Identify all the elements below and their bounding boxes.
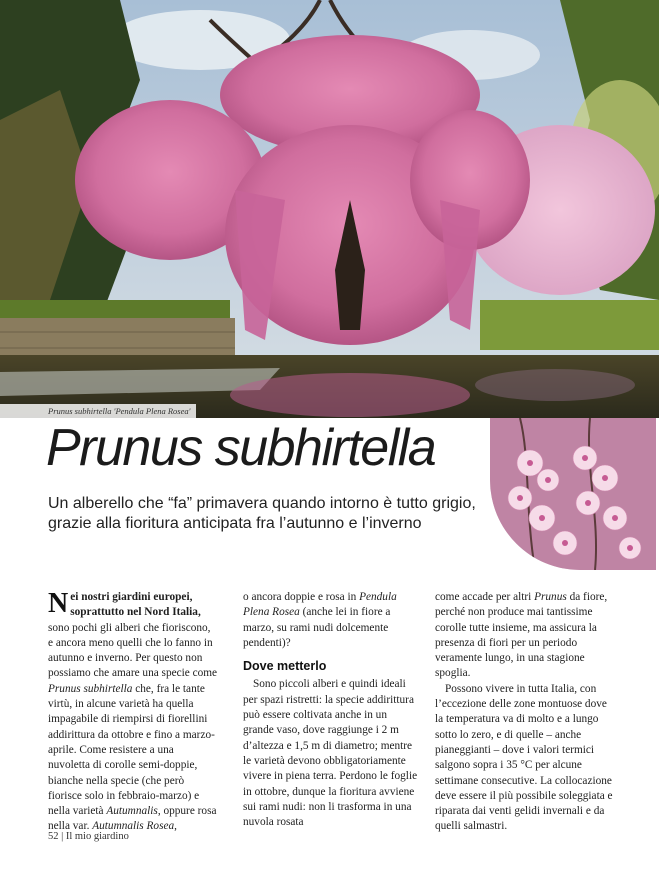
paragraph: Sono piccoli alberi e quindi ideali per spazi ristretti: la specie addirittura può essere coltivata anche in un grande vaso, dove raggiunge i 2 m d’altezza e 1,5 m di diametro; mentre le varietà devono obbligatoriamente vivere in piena terra. Perdono le foglie in ottobre, dunque la fioritura avviene sui rami nudi: non li trasforma in una nuvola rosata [243,678,418,829]
photo-caption: Prunus subhirtella 'Pendula Plena Rosea' [0,404,196,419]
paragraph: o ancora doppie e rosa in Pendula Plena Rosea (anche lei in fiore a marzo, su rami nudi dolcemente pendenti)? [243,591,397,649]
paragraph: Possono vivere in tutta Italia, con l’eccezione delle zone montuose dove la temperatura va di molto e a lungo sotto lo zero, e di quelle – anche pianeggianti – dove i valori termici salgono sopra i 35 °C per alcune settimane consecutive. La collocazione deve essere il più possibile soleggiata e riparata dai venti gelidi invernali e da quelli salmastri. [435,682,613,833]
text-column-1 [48,590,218,835]
article-subtitle: Un alberello che “fa” primavera quando intorno è tutto grigio, grazie alla fioritura anticipata fra l’autunno e l’inverno [48,495,476,532]
paragraph: come accade per altri Prunus da fiore, perché non produce mai tantissime corolle tutte insieme, ma assicura la presenza di fiori per un periodo veramente lungo, in una stagione spoglia. [435,591,608,680]
blossom-closeup-photo [490,418,656,570]
page-footer: 52 | Il mio giardino [48,831,129,842]
hero-photo [0,0,659,418]
drop-cap: N [48,588,69,619]
article-title: Prunus subhirtella [46,419,436,477]
text-column-3 [435,590,613,835]
cherry-tree-illustration [0,0,659,418]
intro-paragraph: Nei nostri giardini europei, soprattutto nel Nord Italia, sono pochi gli alberi che fioriscono, e ancora meno quelli che lo fanno in autunno e inverno. Per questo non possiamo che amare una specie come Prunus subhirtella che, fra le tante virtù, in alcune varietà ha quella impagabile di riempirsi di fiorellini addirittura da ottobre e fino a marzo-aprile. Come resistere a una nuvoletta di corolle semi-doppie, bianche nella specie (che però fiorisce solo in febbraio-marzo) e nella varietà Autumnalis, oppure rosa nella var. Autumnalis Rosea, [48,588,218,833]
section-heading: Dove metterlo [243,659,327,674]
text-column-2 [243,590,419,830]
